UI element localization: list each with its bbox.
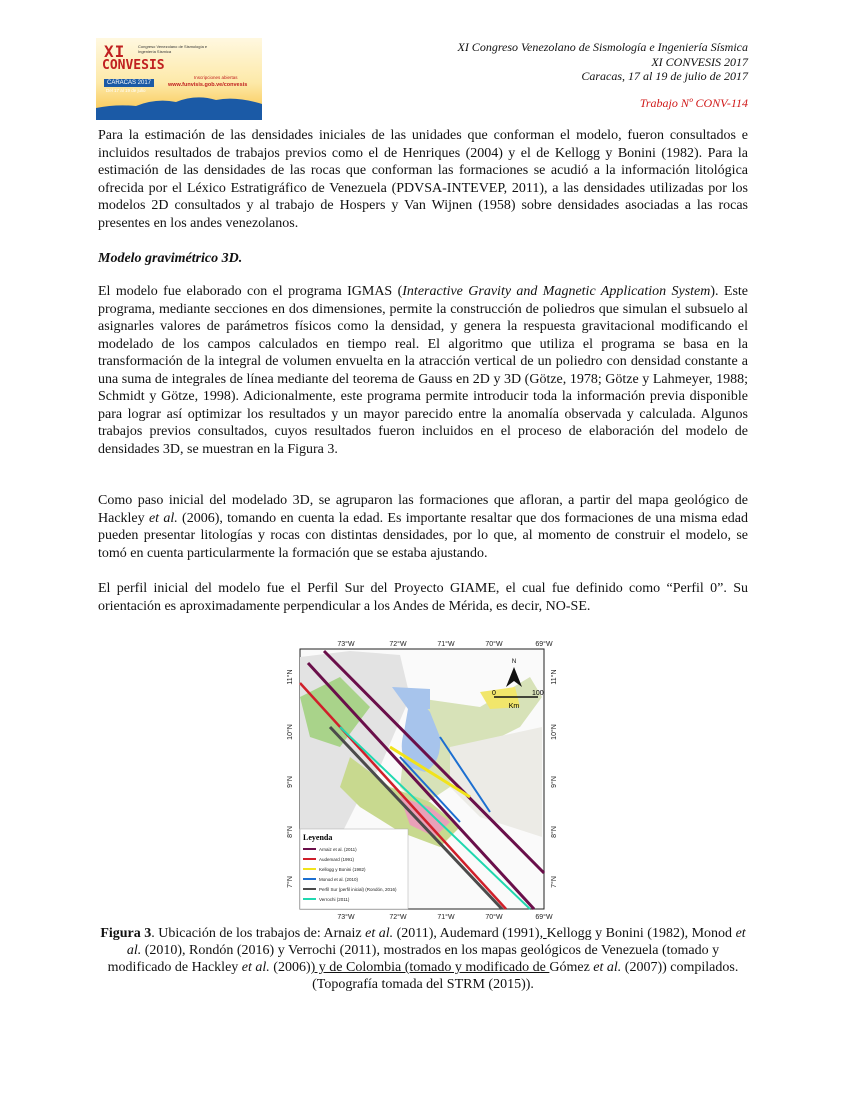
logo-subtitle: Congreso Venezolano de Sismología e Ingeniería Sísmica (138, 44, 208, 54)
tick-bottom-72: 72°W (389, 914, 407, 921)
trabajo-number: Trabajo Nº CONV-114 (639, 96, 748, 110)
tick-top-73: 73°W (337, 641, 355, 648)
tick-left-8: 8°N (287, 826, 294, 838)
tick-top-72: 72°W (389, 641, 407, 648)
caption-t3: , (539, 926, 547, 941)
tick-left-11: 11°N (287, 669, 294, 685)
mountain-silhouette-icon (96, 90, 262, 120)
paragraph-modelado (98, 492, 748, 562)
tick-bottom-71: 71°W (437, 914, 455, 921)
tick-left-7: 7°N (287, 876, 294, 888)
p3-text-a: Como paso inicial del modelado 3D, se agruparon las formaciones que afloran, a partir del mapa geológico de Hackley (98, 493, 748, 526)
caption-t9: (2007)) compilados. (Topografía tomada del STRM (2015)). (312, 960, 739, 992)
header-line-2: XI CONVESIS 2017 (651, 54, 748, 69)
paragraph-igmas (98, 283, 748, 458)
paragraph-densidades: Para la estimación de las densidades iniciales de las unidades que conforman el modelo, fueron consultados e incluidos resultados de trabajos previos como el de Henriques (2004) y el de Kellogg y Bonini (1982). Para la estimación de las densidades de las rocas que conforman las formaciones se acudió a la información litológica ofrecida por el Léxico Estratigráfico de Venezuela (PDVSA-INTEVEP, 2011), a las densidades utilizadas por los modelos 2D consultados y al trabajo de Hospers y Van Wijnen (1958) sobre densidades asociadas a las rocas presentes en los andes venezolanos. (98, 128, 748, 231)
p3-etal: et al. (148, 510, 178, 526)
tick-top-70: 70°W (485, 641, 503, 648)
caption-t7: ) y de Colombia (tomado y modificado de (310, 960, 550, 975)
caption-t6: (2006) (269, 960, 311, 975)
tick-right-11: 11°N (551, 669, 558, 685)
figure-3-map (280, 637, 564, 923)
tick-right-10: 10°N (551, 724, 558, 740)
conference-header (457, 40, 748, 84)
logo-city: CARACAS 2017 (104, 79, 154, 87)
logo-dates: Del 17 al 19 de julio (106, 88, 146, 93)
logo-xi: XI (104, 42, 126, 61)
tick-left-9: 9°N (287, 776, 294, 788)
logo-convesis: CONVESIS (102, 58, 165, 73)
header-line-3: Caracas, 17 al 19 de julio de 2017 (581, 69, 748, 83)
caption-etal2: et al. (126, 926, 746, 958)
tick-right-9: 9°N (551, 776, 558, 788)
scale-unit: Km (508, 703, 520, 710)
tick-bottom-69: 69°W (535, 914, 553, 921)
logo-url: www.funvisis.gob.ve/convesis (168, 82, 248, 88)
tick-right-7: 7°N (551, 876, 558, 888)
section-title: Modelo gravimétrico 3D. (98, 251, 243, 266)
header-line-1: XI Congreso Venezolano de Sismología e Ingeniería Sísmica (457, 40, 748, 54)
tick-left-10: 10°N (287, 724, 294, 740)
caption-etal3: et al. (241, 960, 270, 975)
caption-label: Figura 3 (100, 926, 152, 941)
caption-etal1: et al. (365, 926, 394, 941)
logo-inscripciones: Inscripciones abiertas (194, 75, 238, 80)
legend-monod: Monod et al. (2010) (319, 877, 359, 882)
scale-hundred: 100 (532, 690, 544, 697)
convesis-logo (96, 38, 262, 120)
caption-t5: (2010), Rondón (2016) y Verrochi (2011), mostrados en los mapas geológicos de Venezuela (tomado y modificado de Hackley (107, 943, 720, 975)
p2-text-b: ). Este programa, mediante secciones en dos dimensiones, permite la construcción de poliedros que simulan el subsuelo al asignarles valores de parámetros físicos como la densidad, y genera la respuesta gravitacional modificando el modelado de los campos calculados en tiempo real. El algoritmo que utiliza el programa se basa en la transformación de la integral de volumen envuelta en la atracción vertical de un poliedro con densidad constante a una suma de integrales de línea mediante del teorema de Gauss en 2D y 3D (Götze, 1978; Götze y Lahmeyer, 1988; Schmidt y Götze, 1998). Adicionalmente, este programa permite introducir toda la información previa disponible para lograr así optimizar los resultados y un mayor parecido entre la anomalía observada y calculada. Algunos trabajos previos consultados, cuyos resultados fueron incluidos en el proceso de elaboración del modelo de densidades 3D, se muestran en la Figura 3. (98, 284, 749, 457)
tick-bottom-73: 73°W (337, 914, 355, 921)
legend-perfil-sur: Perfil Sur (perfil inicial) (Rondón, 2016) (319, 887, 397, 892)
legend-audemard: Audemard (1991) (319, 857, 355, 862)
north-label: N (511, 659, 517, 665)
legend-verrochi: Verrochi (2011) (319, 897, 350, 902)
legend-kellogg: Kellogg y Bonini (1982) (319, 867, 366, 872)
map-legend (300, 829, 408, 909)
legend-arnaiz: Arnaiz et al. (2011) (319, 847, 357, 852)
figure-caption (98, 925, 748, 993)
p2-text-a: El modelo fue elaborado con el programa IGMAS ( (98, 284, 403, 299)
caption-t2: (2011), Audemard (1991) (393, 926, 540, 941)
p2-italic: Interactive Gravity and Magnetic Application System (402, 284, 711, 299)
legend-title: Leyenda (303, 833, 333, 842)
tick-bottom-70: 70°W (485, 914, 503, 921)
caption-t8: Gómez (549, 960, 594, 975)
scale-zero: 0 (492, 690, 496, 697)
tick-top-71: 71°W (437, 641, 455, 648)
paragraph-perfil: El perfil inicial del modelo fue el Perfil Sur del Proyecto GIAME, el cual fue definido como “Perfil 0”. Su orientación es aproximadamente perpendicular a los Andes de Mérida, es decir, NO-SE. (98, 581, 748, 614)
caption-t4: Kellogg y Bonini (1982), Monod (546, 926, 736, 941)
caption-t1: . Ubicación de los trabajos de: Arnaiz (151, 926, 366, 941)
caption-etal4: et al. (593, 960, 622, 975)
tick-top-69: 69°W (535, 641, 553, 648)
p3-text-b: (2006), tomando en cuenta la edad. Es importante resaltar que dos formaciones de una misma edad pueden presentar litologías y rocas con distintas densidades, por lo que, al momento de construir el modelo, se tomó en cuenta particularmente la formación que se estaba ajustando. (98, 510, 748, 561)
tick-right-8: 8°N (551, 826, 558, 838)
